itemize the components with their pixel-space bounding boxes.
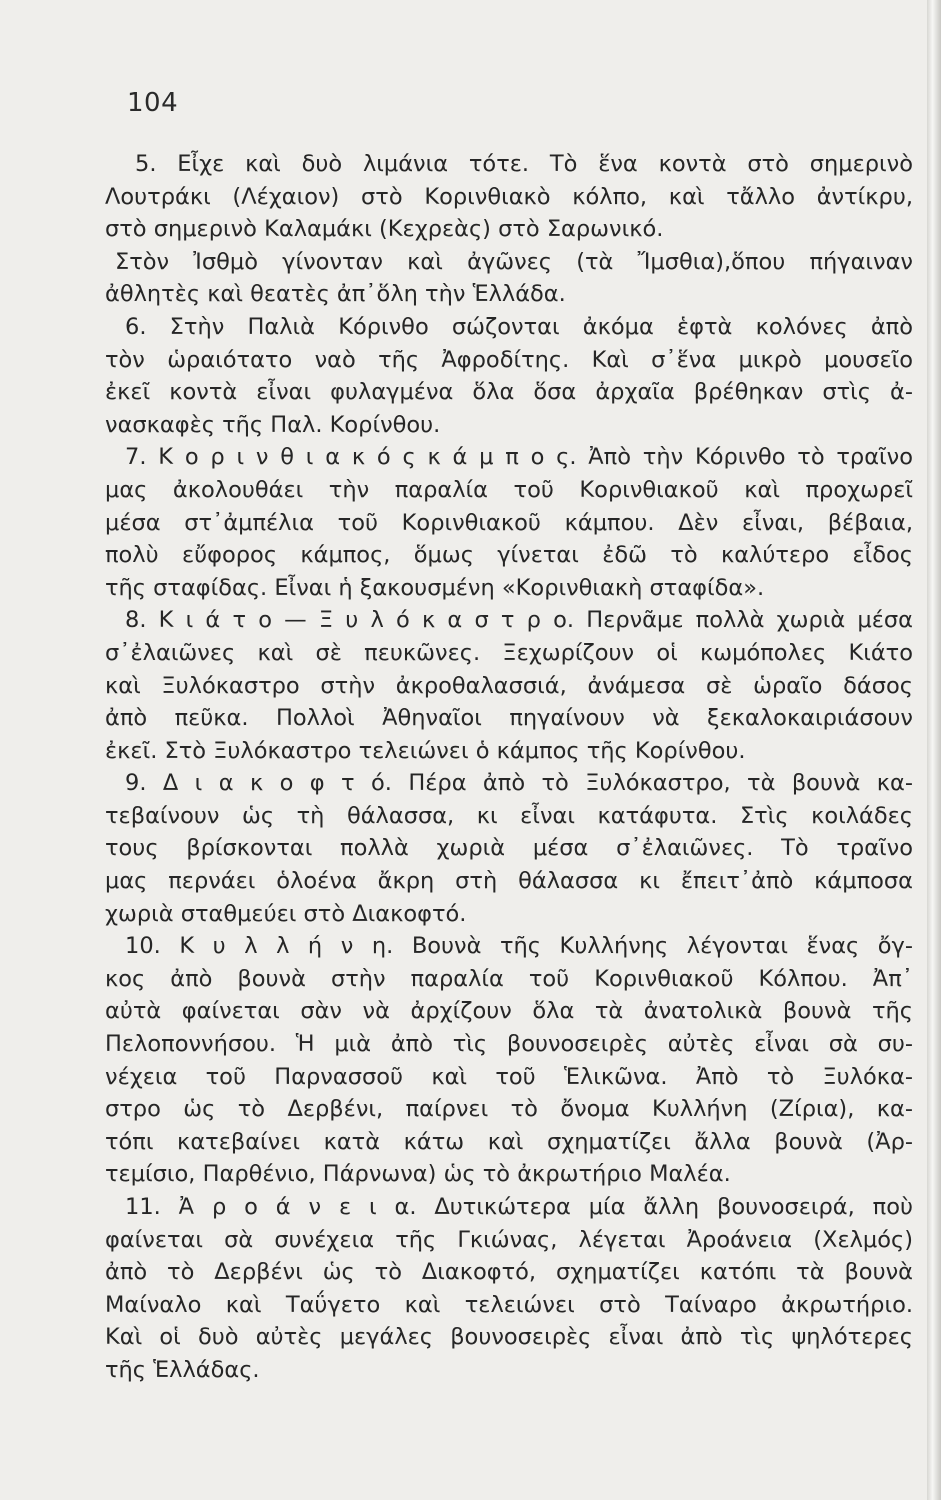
text-line: τους βρίσκονται πολλὰ χωριὰ μέσα σ᾿ἐλαιῶνες. Τὸ τραῖνο — [105, 835, 913, 862]
text-line: χωριὰ σταθμεύει στὸ Διακοφτό. — [105, 900, 467, 927]
text-line: πολὺ εὔφορος κάμπος, ὅμως γίνεται ἐδῶ τὸ καλύτερο εἶδος — [105, 542, 913, 569]
text-line: μας ἀκολουθάει τὴν παραλία τοῦ Κορινθιακοῦ καὶ προχωρεῖ — [105, 476, 913, 503]
text-line: στὸ σημερινὸ Καλαμάκι (Κεχρεὰς) στὸ Σαρωνικό. — [105, 216, 664, 243]
text-line: φαίνεται σὰ συνέχεια τῆς Γκιώνας, λέγεται Ἀροάνεια (Χελμός) — [105, 1226, 913, 1253]
text-line: σ᾿ἐλαιῶνες καὶ σὲ πευκῶνες. Ξεχωρίζουν οἱ κωμόπολες Κιάτο — [105, 639, 913, 666]
text-line: ἐκεῖ. Στὸ Ξυλόκαστρο τελειώνει ὁ κάμπος τῆς Κορίνθου. — [105, 737, 746, 764]
text-line: ἐκεῖ κοντὰ εἶναι φυλαγμένα ὅλα ὅσα ἀρχαῖα βρέθηκαν στὶς ἀ- — [105, 379, 913, 406]
text-line: 5. Εἶχε καὶ δυὸ λιμάνια τότε. Τὸ ἕνα κοντὰ στὸ σημερινὸ — [135, 151, 913, 177]
page-number: 104 — [127, 88, 179, 118]
text-line: αὐτὰ φαίνεται σὰν νὰ ἀρχίζουν ὅλα τὰ ἀνατολικὰ βουνὰ τῆς — [105, 998, 913, 1025]
text-line: Στὸν Ἰσθμὸ γίνονταν καὶ ἀγῶνες (τὰ Ἴμσθια),ὅπου πήγαιναν — [115, 248, 913, 275]
text-line: 11. Ἀ ρ ο ά ν ε ι α. Δυτικώτερα μία ἄλλη βουνοσειρά, ποὺ — [125, 1194, 913, 1220]
body-text — [105, 148, 913, 1387]
text-line: Λουτράκι (Λέχαιον) στὸ Κορινθιακὸ κόλπο, καὶ τἄλλο ἀντίκρυ, — [105, 183, 913, 210]
text-line: καὶ Ξυλόκαστρο στὴν ἀκροθαλασσιά, ἀνάμεσα σὲ ὡραῖο δάσος — [105, 672, 913, 699]
text-line: ἀπὸ τὸ Δερβένι ὡς τὸ Διακοφτό, σχηματίζει κατόπι τὰ βουνὰ — [105, 1259, 913, 1286]
text-line: 9. Δ ι α κ ο φ τ ό. Πέρα ἀπὸ τὸ Ξυλόκαστρο, τὰ βουνὰ κα- — [125, 770, 913, 797]
text-line: τὸν ὡραιότατο ναὸ τῆς Ἀφροδίτης. Καὶ σ᾿ἕνα μικρὸ μουσεῖο — [105, 346, 913, 373]
text-line: 7. Κ ο ρ ι ν θ ι α κ ό ς κ ά μ π ο ς. Ἀπὸ τὴν Κόρινθο τὸ τραῖνο — [125, 444, 913, 471]
text-line: 6. Στὴν Παλιὰ Κόρινθο σώζονται ἀκόμα ἑφτὰ κολόνες ἀπὸ — [125, 313, 913, 340]
text-line: τῆς σταφίδας. Εἶναι ἡ ξακουσμένη «Κορινθιακὴ σταφίδα». — [105, 574, 765, 601]
page-edge-shadow — [927, 0, 941, 1500]
text-line: τεμίσιο, Παρθένιο, Πάρνωνα) ὡς τὸ ἀκρωτήριο Μαλέα. — [105, 1161, 731, 1188]
text-line: στρο ὡς τὸ Δερβένι, παίρνει τὸ ὄνομα Κυλλήνη (Ζίρια), κα- — [105, 1096, 913, 1123]
text-line: ἀπὸ πεῦκα. Πολλοὶ Ἀθηναῖοι πηγαίνουν νὰ ξεκαλοκαιριάσουν — [105, 705, 913, 732]
text-line: νέχεια τοῦ Παρνασσοῦ καὶ τοῦ Ἑλικῶνα. Ἀπὸ τὸ Ξυλόκα- — [105, 1063, 913, 1090]
text-line: ἀθλητὲς καὶ θεατὲς ἀπ᾿ὅλη τὴν Ἑλλάδα. — [105, 281, 566, 308]
text-line: μέσα στ᾿ἀμπέλια τοῦ Κορινθιακοῦ κάμπου. Δὲν εἶναι, βέβαια, — [105, 509, 913, 536]
text-line: τῆς Ἑλλάδας. — [105, 1356, 260, 1383]
text-line: 8. Κ ι ά τ ο — Ξ υ λ ό κ α σ τ ρ ο. Περνᾶμε πολλὰ χωριὰ μέσα — [125, 607, 913, 634]
text-line: Πελοποννήσου. Ἡ μιὰ ἀπὸ τὶς βουνοσειρὲς αὐτὲς εἶναι σὰ συ- — [105, 1031, 913, 1058]
text-line: Καὶ οἱ δυὸ αὐτὲς μεγάλες βουνοσειρὲς εἶναι ἀπὸ τὶς ψηλότερες — [105, 1324, 913, 1351]
text-line: Μαίναλο καὶ Ταΰγετο καὶ τελειώνει στὸ Ταίναρο ἀκρωτήριο. — [105, 1291, 913, 1318]
text-line: τεβαίνουν ὡς τὴ θάλασσα, κι εἶναι κατάφυτα. Στὶς κοιλάδες — [105, 802, 913, 829]
text-line: μας περνάει ὁλοένα ἄκρη στὴ θάλασσα κι ἔπειτ᾿ἀπὸ κάμποσα — [105, 868, 913, 895]
text-line: κος ἀπὸ βουνὰ στὴν παραλία τοῦ Κορινθιακοῦ Κόλπου. Ἀπ᾿ — [105, 965, 913, 992]
text-line: νασκαφὲς τῆς Παλ. Κορίνθου. — [105, 411, 441, 438]
text-line: 10. Κ υ λ λ ή ν η. Βουνὰ τῆς Κυλλήνης λέγονται ἕνας ὄγ- — [125, 933, 913, 960]
text-line: τόπι κατεβαίνει κατὰ κάτω καὶ σχηματίζει ἄλλα βουνὰ (Ἀρ- — [105, 1128, 913, 1155]
